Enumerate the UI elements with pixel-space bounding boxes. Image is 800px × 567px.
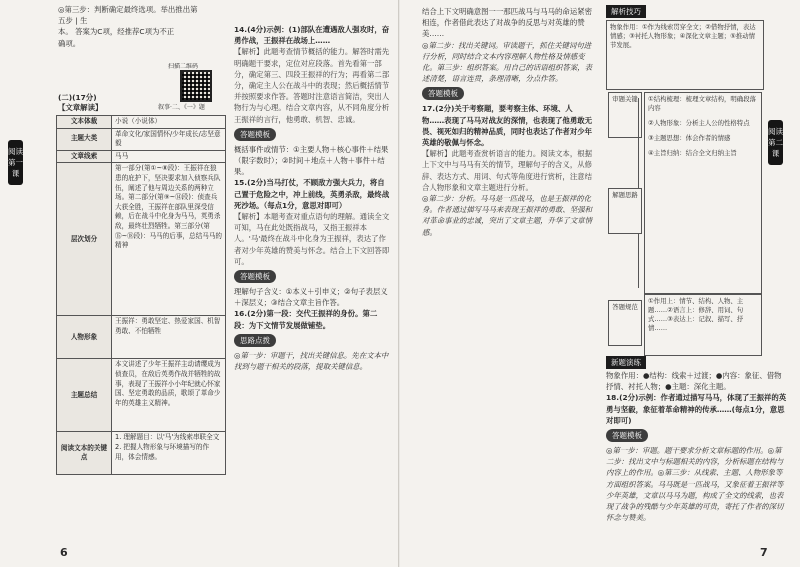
text-line: ◎第三步：判断确定最终选项。举出推出第五步 | 生 [58,5,198,26]
thinking-text: ◎第二步：分析。马马是一匹战马，也是王振祥的化身。作者通过描写马马来表现王振祥的勇敢、坚强和对革命事业的忠诚，突出了文章主题，升华了文章情感。 [422,194,592,237]
page-number-right: 7 [760,546,768,559]
qr-caption: 扫描二维码 [168,63,199,70]
row-head: 阅读文本的关键点 [57,432,112,475]
page-number-left: 6 [60,546,68,559]
table-row [57,316,226,359]
left-page [0,0,399,567]
answer-norm-box: ①作用上：情节、结构、人物、主题……②语言上：修辞、用词、句式……③表达上：记叙、描写、抒情…… [644,294,762,356]
left-side-tab[interactable]: 阅读第一课 [8,140,23,185]
thinking-text: ◎第一步：审题干，找出关键信息。先在文本中找到与题干相关的段落，提取关键信息。 [234,350,389,372]
text-block: 结合上下文明确意图一一那匹战马与马马的命运紧密相连，作者借此表达了对战争的反思与对英雄的赞美…… [422,7,592,39]
table-row [57,150,226,163]
row-body: 第一部分(第①~⑧段)：王振祥在狼患的庇护下，坚决要求加入侦察兵队伍，阐述了他与周边关系的两种立场。第二部分(第⑨~⑭段)：侦查兵大获全胜，王振祥在部队里深受信赖，后在战斗中化身为马马，英勇杀敌，最终壮烈牺牲。第三部分(第⑮~⑱段)：马马的后事，总结马马的精神 [112,163,226,316]
answer-template-pill: 答题模板 [422,87,464,100]
row-head: 文本体裁 [57,116,112,129]
section-right-label: 叙事·二、《一》题 [158,104,205,111]
row-body: 小说（小说体） [112,116,226,129]
row-body: 革命文化/家国情怀/少年成长/志坚意毅 [112,128,226,150]
text-line: 本。 答案为C项，经推荐C项为不正 [58,27,175,37]
analysis-text: 【解析】此题考查赏析语言的能力。阅读文本，根据上下文中与马马有关的情节，理解句子的含义，从修辞、表达方式、用词、句式等角度进行赏析，注意结合人物形象和文章主题进行分析。 [422,149,592,192]
table-row [57,163,226,316]
objects-role-box: 物象作用：①作为线索贯穿全文；②借物抒情，表达情感；③衬托人物形象；④深化文章主题；⑤推动情节发展。 [606,20,764,90]
row-head: 人物形象 [57,316,112,359]
right-column-2 [606,370,788,550]
row-body: 本文讲述了少年王振祥主动请缨成为侦查员，在敌后英勇作战并牺牲的故事，表现了王振祥小小年纪就心怀家国、坚定勇敢的品质，歌颂了革命少年的英雄主义精神。 [112,359,226,432]
right-page [400,0,800,567]
label-solve-idea: 解题思路 [608,188,642,234]
question-16: 16.(2分)第一段：交代王振祥的身份。第二段：为下文情节发展做铺垫。 [234,309,378,330]
question-14: 14.(4分)示例：(1)部队在遭遇敌人强攻时，奋勇作战，王振祥在战场上…… [234,25,390,46]
question-18: 18.(2分)示例：作者通过描写马马，体现了王振祥的英勇与坚毅，象征着革命精神的传承……(每点1分，意思对即可) [606,393,787,425]
row-head: 主题总结 [57,359,112,432]
answer-template-pill: 答题模板 [606,429,648,442]
text-line: 确项。 [58,38,81,48]
flow-steps [644,92,762,294]
flow-step: ④主旨归纳：结合全文归纳主旨 [648,149,737,157]
table-row [57,128,226,150]
analysis-table [56,115,226,475]
flow-step: ①结构梳理：梳理文章结构，明确段落内容 [648,95,756,112]
thinking-text: ◎第一步：审题。题干要求分析文章标题的作用。◎第二步：找出文中与标题相关的内容，分析标题在结构与内容上的作用。◎第三步：从线索、主题、人物形象等方面组织答案。马马既是一匹战马，又象征着王振祥等少年英雄，文章以马马为题，构成了全文的线索，也表现了战争的残酷与少年英雄的可贵，寄托了作者的深切怀念与赞美。 [606,446,784,523]
answer-template-pill: 答题模板 [234,270,276,283]
flow-step: ③主题思想：体会作者的情感 [648,134,731,142]
tips-badge: 解析技巧 [606,5,646,18]
question-15: 15.(2分)当马打仗，不顾敌方强大兵力，将自己置于危险之中，冲上前线，英勇杀敌，最终战死沙场。（每点1分，意思对即可） [234,178,390,210]
table-row [57,432,226,475]
row-body: 马马 [112,150,226,163]
thinking-pill: 思路点拨 [234,334,276,347]
row-head: 主题大类 [57,128,112,150]
table-row [57,116,226,129]
label-answer-norm: 答题规范 [608,300,642,346]
text-block: ◎第二步：找出关键词。审读题干，抓住关键词句进行分析，同时结合文本内容理解人物性格及情感变化。第三步：组织答案。用自己的话语组织答案，表述清楚，语言连贯，条理清晰，分点作答。 [422,40,592,84]
section-label: (二)(17分) [58,93,97,102]
text-block: 物象作用：●结构：线索＋过渡；●内容：象征、借物抒情、衬托人物；●主题：深化主题。 [606,371,782,392]
left-column-2 [234,24,392,544]
right-column-1 [422,6,594,551]
analysis-text: 【解析】此题考查情节概括的能力。解答时需先明确题干要求，定位对应段落。首先看第一部分，确定第三、四段王振祥的行为；再看第二部分，确定主人公在战斗中的表现；然后概括情节并按照要求作答。答题时注意语言简洁，突出人物行为与心理。结合文章内容，从不同角度分析王振祥的言行，他勇敢、机智、忠诚。 [234,47,390,124]
question-17: 17.(2分)关于考察题，要考察主体、环境、人物……表现了马马对战友的深情，也表现了他勇敢无畏、视死如归的精神品质，同时也表达了作者对少年英雄的敬佩与怀念。 [422,104,592,148]
row-body: 王振祥：勇敢坚定、热爱家国、机智勇敢、不怕牺牲 [112,316,226,359]
row-body: 1. 理解题目：以'马'为线索串联全文 2. 把握人物形象与环境描写的作用，体会情感。 [112,432,226,475]
analysis-table-wrap [56,115,226,475]
text-analysis-label: 【文章解读】 [58,103,103,112]
template-text: 概括事件或情节：①主要人物＋核心事件＋结果（限字数时）；②时间＋地点＋人物＋事件＋结果。 [234,144,389,177]
analysis-text: 【解析】本题考查对重点语句的理解。通读全文可知，马在此处既指战马，又指王振祥本人。'马'最终在战斗中化身为王振祥，表达了作者对少年英雄的赞美与怀念。结合上下文回答即可。 [234,212,390,266]
practice-badge: 新题演练 [606,356,646,369]
right-side-tab[interactable]: 阅读第二课 [768,120,783,165]
answer-template-pill: 答题模板 [234,128,276,141]
template-text: 理解句子含义：①本义＋引申义；②句子表层义＋深层义；③结合文章主旨作答。 [234,287,388,308]
row-head: 层次划分 [57,163,112,316]
label-exam-key: 审题关键 [608,92,642,138]
top-paragraph [58,4,198,49]
table-row [57,359,226,432]
row-head: 文章线索 [57,150,112,163]
flow-step: ②人物形象：分析主人公的性格特点 [648,119,750,127]
